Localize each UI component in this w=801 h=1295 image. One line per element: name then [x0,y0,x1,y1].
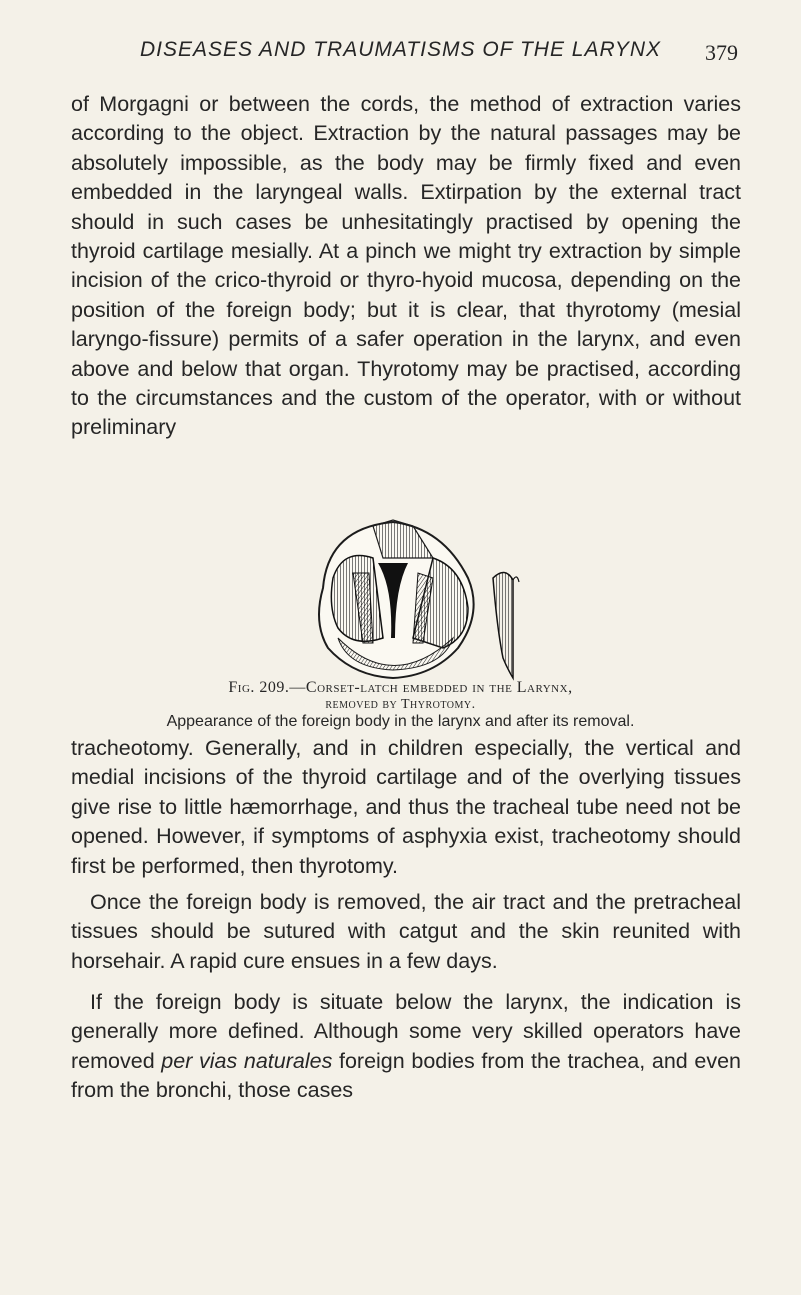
figure-caption-subtitle: removed by Thyrotomy. [325,697,476,712]
figure-caption-title: Fig. 209.—Corset-latch embedded in the Larynx, [228,679,573,696]
figure-caption-description: Appearance of the foreign body in the larynx and after its removal. [166,713,635,730]
removed-corset-latch [493,572,513,678]
page-number: 379 [705,40,738,65]
paragraph-4-text-end: foreign bodies from the trachea, and even from the bronchi, those cases [71,1048,742,1103]
paragraph-4-text-start: If the foreign body is situate below the larynx, the indication is generally more defined. Although some very skilled operators have removed [71,990,741,1073]
figure-209-illustration [283,518,583,688]
running-head: DISEASES AND TRAUMATISMS OF THE LARYNX [139,38,662,61]
page-header [0,38,801,65]
paragraph-3: Once the foreign body is removed, the air tract and the pretracheal tissues should be sutured with catgut and the skin reunited with horsehair. A rapid cure ensues in a few days. [71,890,741,973]
paragraph-4 [71,988,741,1106]
paragraph-1: of Morgagni or between the cords, the method of extraction varies according to the object. Extraction by the natural passages may be absolutely impossible, as the body may be firmly fixed and even embedded in the laryngeal walls. Extirpation by the external tract should in such cases be unhesitatingly practised by opening the thyroid cartilage mesially. At a pinch we might try extraction by simple incision of the crico-thyroid or thyro-hyoid mucosa, depending on the position of the foreign body; but it is clear, that thyrotomy (mesial laryngo-fissure) permits of a safer operation in the larynx, and even above and below that organ. Thyrotomy may be practised, according to the circumstances and the custom of the operator, with or without preliminary [71,92,741,440]
paragraph-4-italic-latin: per vias naturales [161,1048,333,1073]
larynx-illustration [283,518,583,688]
paragraph-2: tracheotomy. Generally, and in children especially, the vertical and medial incisions of the thyroid cartilage and of the overlying tissues give rise to little hæmorrhage, and thus the tracheal tube need not be opened. However, if symptoms of asphyxia exist, tracheotomy should first be performed, then thyrotomy. [71,736,741,878]
